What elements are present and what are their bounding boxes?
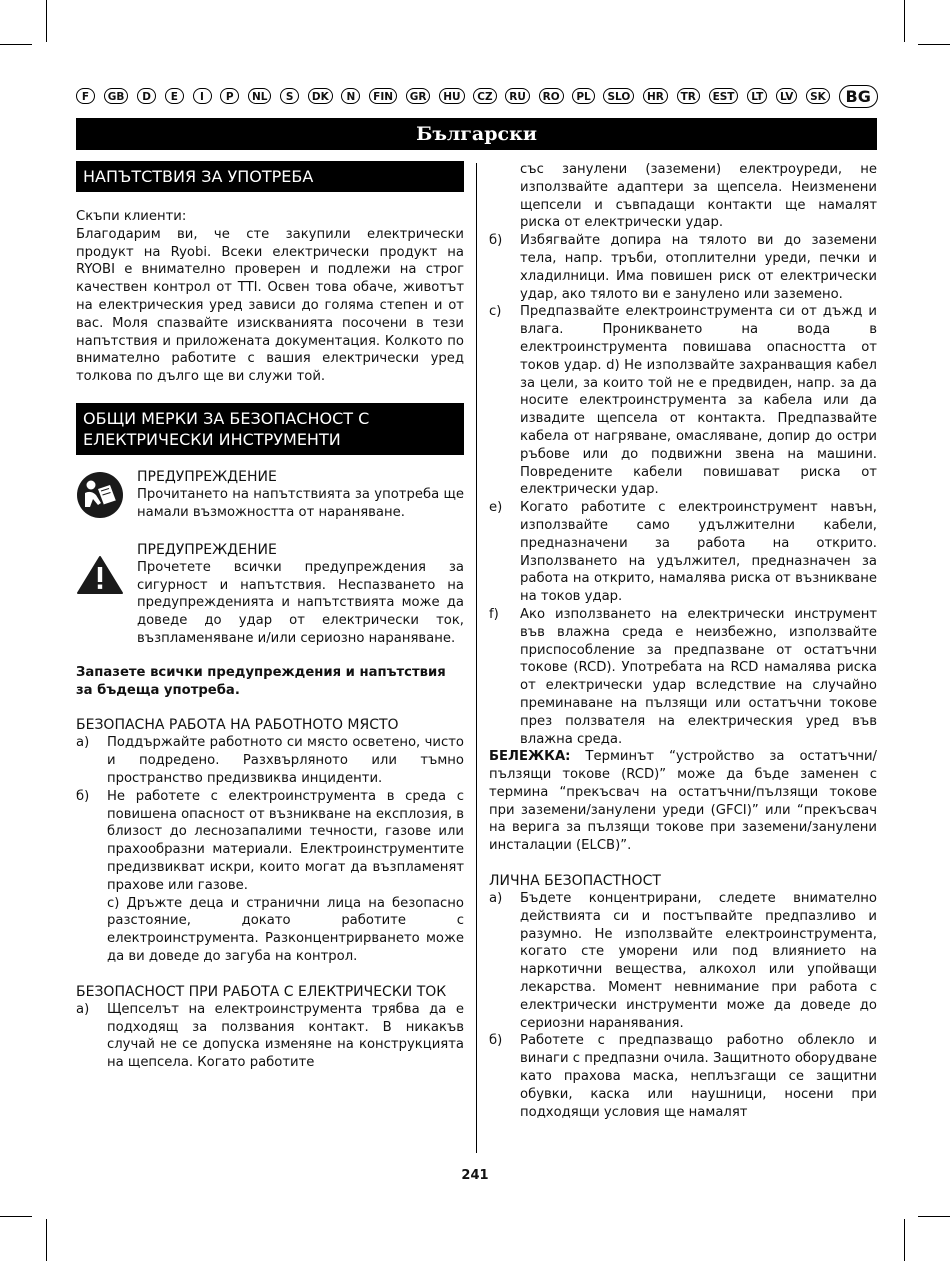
language-pill-slo: SLO [603, 88, 634, 104]
language-pill-pl: PL [572, 88, 594, 104]
note-label: БЕЛЕЖКА: [489, 749, 571, 765]
item-text: Бъдете концентрирани, следете внимателно действията си и постъпвайте предпазливо и разумно. Не използвайте електроинструмента, когато сте уморени или под влиянието на наркотични вещества, алкохол или упойващи лекарства. Момент невнимание при работа с електрически инструменти може да доведе до сериозни наранявания. [520, 891, 877, 1031]
crop-mark [0, 44, 32, 45]
warning-text: Прочитането на напътствията за употреба ще намали възможността от нараняване. [137, 486, 464, 520]
language-pill-est: EST [709, 88, 739, 104]
list-item [489, 232, 877, 303]
item-label: c) [489, 304, 502, 320]
crop-mark [904, 1219, 905, 1261]
crop-mark [0, 1216, 32, 1217]
list-item [76, 734, 464, 787]
language-pill-tr: TR [677, 88, 700, 104]
language-pill-fin: FIN [369, 88, 397, 104]
item-text: Ако използването на електрически инструмент във влажна среда е неизбежно, използвайте приспособление за предпазване от остатъчни токове (RCD). Употребата на RCD намалява риска от електрически удар вследствие на случайно преминаване на пълзящи или остатъчни токове през ползвателя на електрическия уред във влажна среда. [520, 606, 877, 747]
list-item [489, 890, 877, 1032]
crop-mark [918, 1216, 950, 1217]
language-pill-s: S [280, 88, 299, 104]
language-pill-lv: LV [776, 88, 797, 104]
crop-mark [46, 0, 47, 42]
language-banner: Български [76, 118, 877, 150]
list-item [489, 499, 877, 606]
page-number: 241 [461, 1168, 489, 1183]
language-pill-hu: HU [439, 88, 464, 104]
language-pill-ro: RO [539, 88, 564, 104]
language-pill-gr: GR [406, 88, 431, 104]
language-pill-f: F [76, 88, 95, 104]
general-safety-heading: ОБЩИ МЕРКИ ЗА БЕЗОПАСНОСТ С ЕЛЕКТРИЧЕСКИ ИНСТРУМЕНТИ [76, 403, 464, 455]
language-pill-bg: BG [839, 85, 878, 108]
language-pill-p: P [220, 88, 239, 104]
left-column [76, 161, 464, 1072]
item-label: a) [76, 735, 90, 751]
language-selector-bar [76, 84, 878, 108]
item-label: e) [489, 500, 503, 516]
language-pill-ru: RU [505, 88, 530, 104]
warning-read-manual [76, 468, 464, 525]
item-text: Поддържайте работното си място осветено, чисто и подредено. Разхвърляното или тъмно пространство предизвиква инциденти. [107, 735, 464, 786]
list-item [76, 1001, 464, 1072]
item-text: Не работете с електроинструмента в среда с повишена опасност от възникване на експлозия, в близост до леснозапалими течности, газове или прахообразни материали. Електроинструментите предизвикват искри, които могат да възпламенят прахове или газове. [107, 788, 464, 893]
list-item [76, 788, 464, 895]
language-pill-cz: CZ [473, 88, 496, 104]
list-item [489, 606, 877, 748]
warning-title: ПРЕДУПРЕЖДЕНИЕ [137, 468, 277, 485]
item-label: б) [76, 788, 90, 804]
item-text: Щепселът на електроинструмента трябва да е подходящ за ползвания контакт. В никакъв случай не се допуска изменяне на конструкцията на щепсела. Когато работите [107, 1001, 464, 1071]
item-text: Работете с предпазващо работно облекло и винаги с предпазни очила. Защитното оборудване като прахова маска, неплъзгащи се защитни обувки, каска или наушници, носени при подходящи условия ще намалят [520, 1033, 877, 1120]
rcd-note [489, 748, 877, 855]
list-item [489, 1032, 877, 1121]
language-pill-e: E [165, 88, 184, 104]
crop-mark [918, 44, 950, 45]
item-text: Когато работите с електроинструмент навън, използвайте само удължителни кабели, предназначени за работа на открито. Използването на удължител, предназначен за работа на открито, намалява риска от възникване на токов удар. [520, 500, 877, 605]
electrical-safety-heading: БЕЗОПАСНОСТ ПРИ РАБОТА С ЕЛЕКТРИЧЕСКИ ТОК [76, 983, 447, 1000]
work-area-heading: БЕЗОПАСНА РАБОТА НА РАБОТНОТО МЯСТО [76, 717, 399, 734]
language-pill-lt: LT [747, 88, 767, 104]
list-item [489, 303, 877, 499]
language-pill-gb: GB [104, 88, 129, 104]
language-pill-dk: DK [308, 88, 333, 104]
column-divider [476, 163, 477, 1153]
language-pill-d: D [137, 88, 156, 104]
warning-general [76, 541, 464, 648]
item-label: a) [76, 1001, 90, 1017]
greeting: Скъпи клиенти: [76, 209, 187, 224]
warning-text: Прочетете всички предупреждения за сигурност и напътствия. Неспазването на предупрежденията и напътствията може да доведе до удар от електрически ток, възпламеняване и/или сериозно нараняване. [137, 559, 464, 646]
item-text: Предпазвайте електроинструмента си от дъжд и влага. Проникването на вода в електроинструмента повишава опасността от токов удар. d) Не използвайте захранващия кабел за цели, за които той не е предвиден, напр. за да носите електроинструмента за кабела или да извадите щепсела от контакта. Предпазвайте кабела от нагряване, омасляване, допир до остри ръбове или до подвижни звена на машини. Повредените кабели повишават риска от електрически удар. [520, 304, 877, 498]
item-label: б) [489, 1033, 503, 1049]
personal-safety-heading: ЛИЧНА БЕЗОПАСТНОСТ [489, 873, 661, 890]
intro-paragraph: Благодарим ви, че сте закупили електрически продукт на Ryobi. Всеки електрически продукт на RYOBI е внимателно проверен и подлежи на строг качествен контрол от TTI. Освен това обаче, животът на електрическия уред зависи до голяма степен и от вас. Моля спазвайте изискванията посочени в тези напътствия и приложената документация. Колкото по внимателно работите с вашия електрически уред толкова по дълго ще ви служи той. [76, 226, 464, 385]
right-column [489, 161, 877, 1121]
crop-mark [46, 1219, 47, 1261]
list-item-text: c) Дръжте деца и странични лица на безопасно разстояние, докато работите с електроинструмента. Разконцентрирването може да ви доведе до загуба на контрол. [107, 895, 464, 964]
instructions-heading: НАПЪТСТВИЯ ЗА УПОТРЕБА [76, 161, 464, 192]
language-pill-hr: HR [643, 88, 668, 104]
crop-mark [904, 0, 905, 42]
language-pill-nl: NL [248, 88, 271, 104]
item-label: f) [489, 606, 499, 622]
item-label: a) [489, 891, 503, 907]
warning-triangle-icon [76, 541, 126, 601]
warning-title: ПРЕДУПРЕЖДЕНИЕ [137, 541, 277, 558]
language-pill-sk: SK [806, 88, 830, 104]
note-text: Терминът “устройство за остатъчни/пълзящи токове (RCD)” може да бъде заменен с термина “прекъсвач на остатъчни/пълзящи токове при заземени/занулени уреди (GFCI)” или “прекъсвач на верига за пълзящи токове при заземени/занулени инсталации (ELCB)”. [489, 749, 877, 854]
list-item-text: със занулени (заземени) електроуреди, не използвайте адаптери за щепсела. Неизменени щепсели и съвпадащи контакти ще намалят риска от електрически удар. [520, 162, 877, 231]
save-instructions-note: Запазете всички предупреждения и напътствия за бъдеща употреба. [76, 664, 446, 698]
language-pill-n: N [341, 88, 360, 104]
language-pill-i: I [193, 88, 212, 104]
read-manual-icon [76, 468, 126, 525]
item-label: б) [489, 233, 503, 249]
item-text: Избягвайте допира на тялото ви до заземени тела, напр. тръби, отоплителни уреди, печки и хладилници. Има повишен риск от електрически удар, ако тялото ви е занулено или заземено. [520, 233, 877, 302]
